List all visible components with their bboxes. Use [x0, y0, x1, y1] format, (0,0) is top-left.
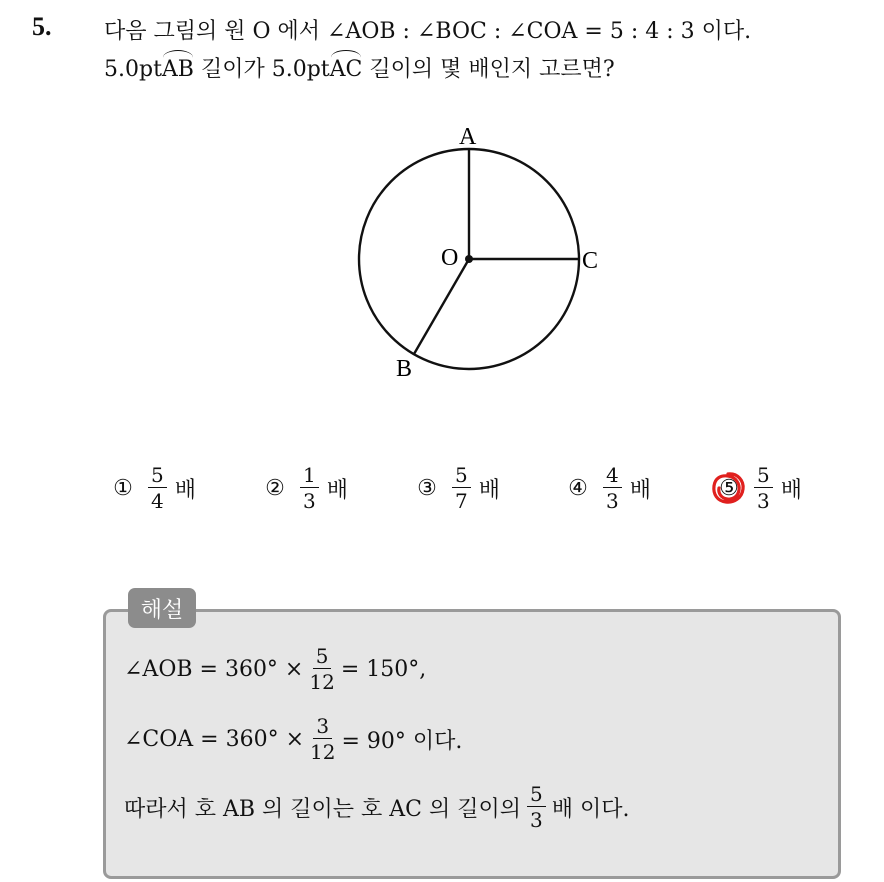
choice-4-denominator: 3	[606, 489, 619, 513]
solution-line-1-denominator: 12	[309, 670, 335, 694]
circle-figure	[340, 110, 630, 400]
choice-1[interactable]	[108, 458, 196, 518]
choice-5-symbol: ⑤	[719, 475, 739, 501]
choice-2-number: ②	[265, 475, 285, 501]
choice-5-word: 배	[780, 477, 802, 503]
question-line-2	[104, 52, 615, 83]
solution-line-1-suffix: = 150°,	[340, 656, 427, 682]
center-point	[465, 255, 473, 263]
choice-3-number: ③	[417, 475, 437, 501]
choice-5-denominator: 3	[757, 489, 770, 513]
solution-line-3-fraction	[527, 784, 546, 830]
choice-3-numerator: 5	[452, 465, 471, 488]
arc-ac-label: AC	[329, 57, 363, 82]
solution-tag: 해설	[128, 588, 196, 628]
choice-2-fraction	[300, 465, 319, 511]
choice-1-fraction	[148, 465, 167, 511]
choice-2-denominator: 3	[303, 489, 316, 513]
solution-line-2	[124, 716, 462, 762]
solution-line-3-denominator: 3	[530, 808, 543, 832]
label-a: A	[459, 124, 477, 150]
choice-4-number: ④	[568, 475, 588, 501]
solution-line-2-suffix: = 90° 이다.	[341, 728, 463, 754]
choice-5-fraction	[754, 465, 773, 511]
solution-line-2-prefix: ∠COA = 360° ×	[124, 726, 305, 752]
choice-4-word: 배	[629, 477, 651, 503]
choice-3-denominator: 7	[455, 489, 468, 513]
choice-5-numerator: 5	[754, 465, 773, 488]
question-line-2-suffix: 길이의 몇 배인지 고르면?	[362, 57, 615, 82]
label-o: O	[441, 245, 459, 271]
choice-1-number: ①	[113, 475, 133, 501]
choice-2-numerator: 1	[300, 465, 319, 488]
question-line-1: 다음 그림의 원 O 에서 ∠AOB : ∠BOC : ∠COA = 5 : 4 : 3 이다.	[104, 19, 752, 44]
solution-line-1-prefix: ∠AOB = 360° ×	[124, 656, 304, 682]
question-line-2-prefix: 5.0pt	[104, 57, 162, 82]
solution-line-3-numerator: 5	[527, 784, 546, 807]
choice-2[interactable]	[260, 458, 348, 518]
question-number: 5.	[32, 12, 52, 41]
choice-3[interactable]	[412, 458, 500, 518]
choice-3-word: 배	[478, 477, 500, 503]
choice-4[interactable]	[563, 458, 651, 518]
solution-line-1	[124, 646, 426, 692]
solution-line-2-denominator: 12	[310, 740, 336, 764]
solution-line-3-suffix: 배 이다.	[551, 796, 630, 822]
choice-1-denominator: 4	[151, 489, 164, 513]
label-c: C	[582, 248, 599, 274]
question-line-2-mid: 길이가 5.0pt	[193, 57, 330, 82]
radius-ob	[414, 259, 469, 354]
choice-1-word: 배	[174, 477, 196, 503]
choice-5-number	[714, 473, 744, 503]
choice-3-fraction	[452, 465, 471, 511]
choice-4-fraction	[603, 465, 622, 511]
solution-line-3-prefix: 따라서 호 AB 의 길이는 호 AC 의 길이의	[124, 796, 521, 822]
choice-2-word: 배	[326, 477, 348, 503]
solution-line-2-fraction	[310, 716, 335, 762]
label-b: B	[396, 356, 413, 382]
solution-line-1-fraction	[309, 646, 334, 692]
solution-line-2-numerator: 3	[313, 716, 332, 739]
arc-ab-label: AB	[161, 57, 194, 82]
choice-5[interactable]	[714, 458, 802, 518]
solution-line-3	[124, 784, 629, 830]
solution-line-1-numerator: 5	[313, 646, 332, 669]
choice-4-numerator: 4	[603, 465, 622, 488]
choice-1-numerator: 5	[148, 465, 167, 488]
